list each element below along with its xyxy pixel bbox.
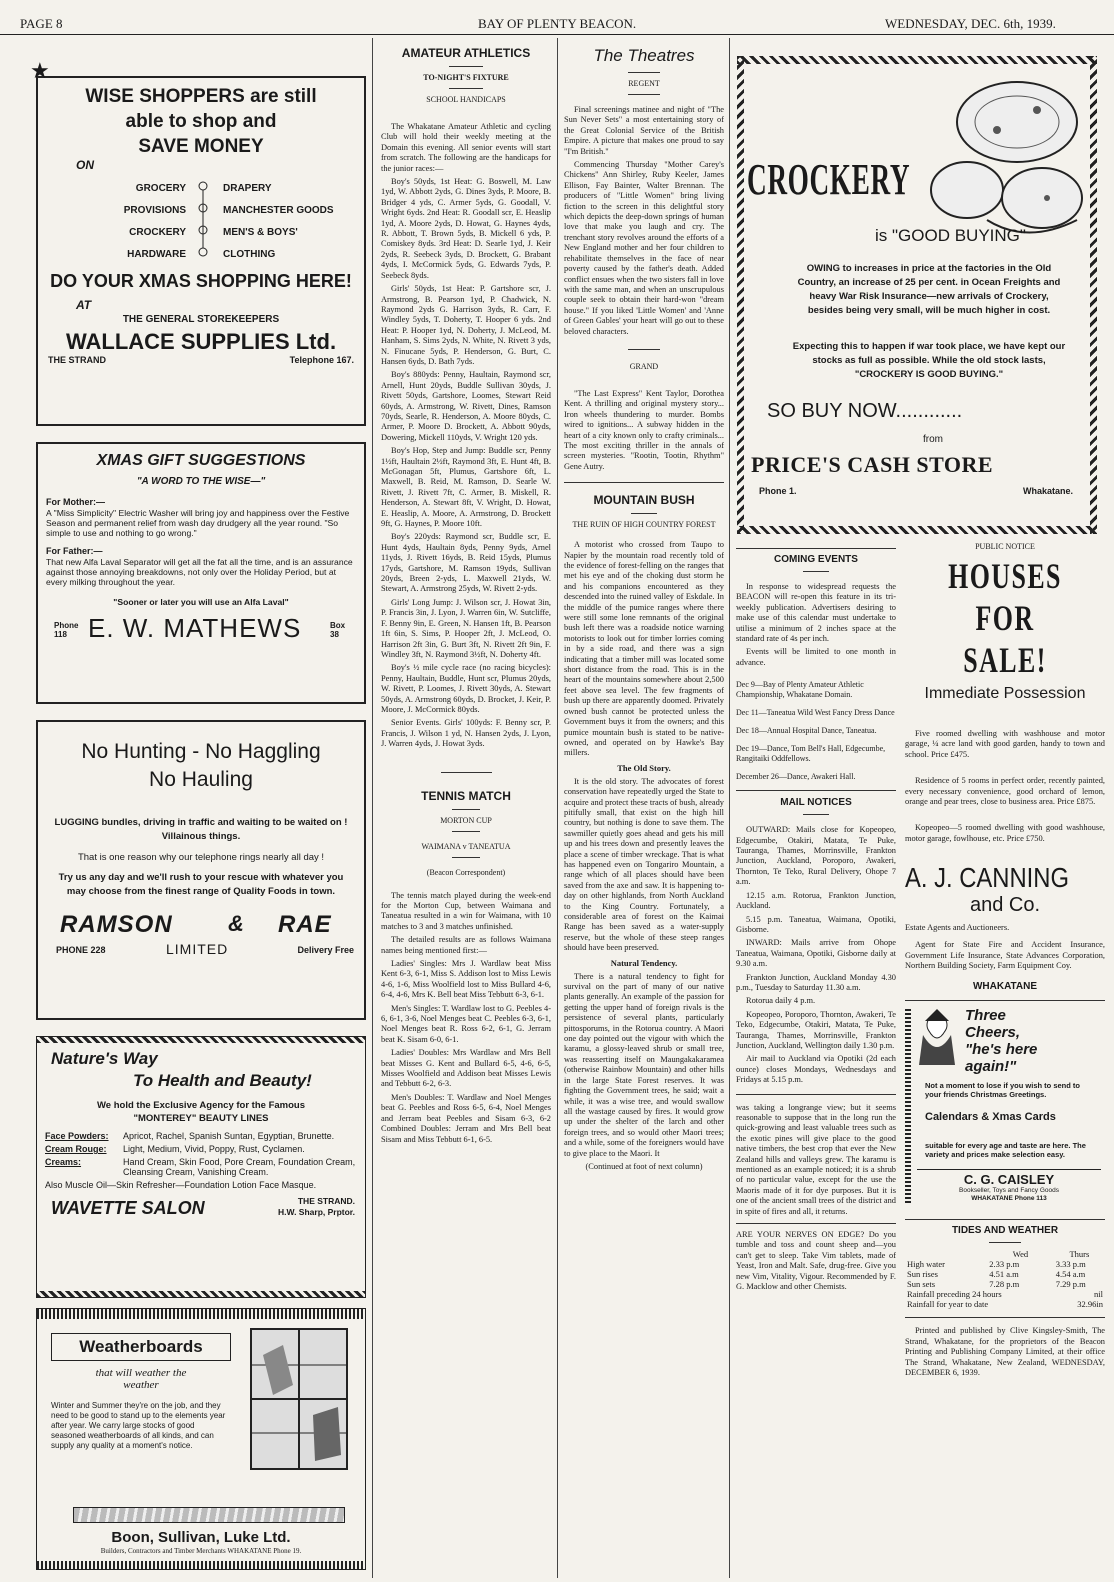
article-paragraph: Men's Singles: T. Wardlaw lost to G. Peebles 4-6, 6-1, 3-6, Noel Menges beat C. Peebles 6-3, 6-1, Noel Menges beat R. Ross 6-2, 6-1, G. Jerram beat K. Sisam 6-0, 6-1. xyxy=(381,1003,551,1044)
table-cell: nil xyxy=(1094,1289,1103,1300)
event-item: Dec 9—Bay of Plenty Amateur Athletic Championship, Whakatane Domain. xyxy=(736,680,864,700)
business-name: Boon, Sullivan, Luke Ltd. xyxy=(111,1529,291,1546)
striped-border xyxy=(37,1561,365,1569)
ad-subheadline: "A WORD TO THE WISE—" xyxy=(136,476,266,487)
notice-paragraph: 5.15 p.m. Taneatua, Waimana, Opotiki, Gisborne. xyxy=(736,914,896,934)
caisley-headline xyxy=(965,1007,1037,1075)
event-item: Dec 11—Taneatua Wild West Fancy Dress Dance xyxy=(736,708,895,718)
imprint: Printed and published by Clive Kingsley-Smith, The Strand, Whakatane, for the proprietors of the Beacon Printing and Publishing Company Limited, at their office The Strand, Whakatane, New Zealand, WEDNESDAY, DECEMBER 6, 1939. xyxy=(905,1326,1105,1378)
ad-paragraph: That is one reason why our telephone rings nearly all day ! xyxy=(77,852,325,863)
ad-headline: Nature's Way xyxy=(51,1049,158,1068)
chain-ornament-icon xyxy=(198,180,208,260)
product-item: PROVISIONS xyxy=(123,205,186,216)
ad-at-label: AT xyxy=(76,298,92,312)
ad-headline: To Health and Beauty! xyxy=(133,1071,312,1090)
product-item: HARDWARE xyxy=(127,249,186,260)
product-item: GROCERY xyxy=(135,183,186,194)
ad-headline: HOUSES xyxy=(948,556,1062,596)
business-name: WAVETTE SALON xyxy=(51,1198,205,1218)
ramson-rae-ad xyxy=(36,720,366,1020)
article-headline: TENNIS MATCH xyxy=(421,788,511,803)
theatre-name: GRAND xyxy=(629,361,659,371)
event-item: Dec 18—Annual Hospital Dance, Taneatua. xyxy=(736,726,877,736)
product-item: DRAPERY xyxy=(223,183,272,194)
section-heading: The Old Story. xyxy=(617,762,671,773)
advertisement-text: ARE YOUR NERVES ON EDGE? Do you tumble and toss and count sheep and—you can't get to sleep. Take Vim tablets, made of Yeast, Iron and Malt. Safe, drug-free. Give you new Vim, Vitality, Vigour. Recommended by F. G. Macklow and other Chemists. xyxy=(736,1230,896,1292)
product-shades: Hand Cream, Skin Food, Pore Cream, Foundation Cream, Cleansing Cream, Vanishing Cream. xyxy=(123,1157,356,1177)
business-details: Agent for State Fire and Accident Insurance, Government Life Insurance, State Advances Corporation, Northern Building Society, Farm Equipment Coy. xyxy=(905,940,1105,971)
product-item: CROCKERY xyxy=(129,227,186,238)
ad-paragraph: Expecting this to happen if war took place, we have kept our stocks as full as possible. While the old stock lasts, "CROCKERY IS GOOD BUYING." xyxy=(792,341,1066,380)
table-row xyxy=(905,1299,1105,1309)
business-name: E. W. MATHEWS xyxy=(88,613,302,643)
ad-subheadline: weather xyxy=(123,1379,159,1391)
striped-border xyxy=(37,1309,365,1319)
post-box: Box 38 xyxy=(330,621,346,639)
article-paragraph: Boy's 880yds: Penny, Haultain, Raymond scr, Arnell, Hunt 20yds, Buddle Sullivan 30yds, J. Rivett 50yds, Gartshore, Loomes, Stewart Reid 60yds, A. Armstrong, W. Rivett, Dines, Ramson 70yds, Searle, R. Henderson, A. Moore 80yds, C. Armer, P. Moore D. Brockett, A. Abbott 90yds, Dowering, Mickell 110yds, V. Wright 120 yds. xyxy=(381,370,551,442)
article-paragraph: Girls' 50yds, 1st Heat: P. Gartshore scr, J. Armstrong, B. Pearson 1yd, P. Chadwick, N. Raymond 2yds G. Harrison 3yds, R. Carr, F. Windley 5yds, T. Doherty, T. Hooper 6 yds. 2nd Heat: P. Hooper 1yd, N. Doherty, J. McLeod, M. Hanham, S. Sims 2yds, N. White, N. Rivett 3 yds, N. Finucane 5yds, P. Henderson, G. Burt, C. Hansen 6yds, D. Bath 7yds. xyxy=(381,284,551,366)
column-header: Thurs xyxy=(1069,1249,1090,1260)
table-cell: 7.29 p.m xyxy=(1055,1279,1086,1290)
notice-paragraph: INWARD: Mails arrive from Ohope Taneatua, Waimana, Opotiki, Gisborne daily at 9.30 a.m. xyxy=(736,938,896,969)
product-list-right xyxy=(223,178,334,266)
ad-subheadline: is "GOOD BUYING" xyxy=(875,226,1026,245)
row-label: Rainfall for year to date xyxy=(907,1299,989,1310)
article-paragraph: There is a natural tendency to fight for survival on the part of many of our native plants generally. An example of the passion for getting the upper hand of foreign rivals is the persistence of several plants, particularly pittosporums, in the Rotorua country. A Maori one day pointed out the vigour with which the karamu, a glossy-leaved shrub or small tree, was reasserting itself on Maungakakaramea (otherwise Rainbow Mountain) and other hills in the large State Forest reserves. It was fighting the Government trees, he said; wait a while, it was a wise tree, and would swallow all the wastage caused by fires. It would grow up under the shelter of the larch and other foreign trees, and so would other Maori trees; and a while, some of the foreigners would have to give place to the Maori. It xyxy=(564,971,724,1158)
article-paragraph: Senior Events. Girls' 100yds: F. Benny scr, P. Francis, J. Wilson 1 yd, N. Hansen 2yds, J. Lyon, J. Warren 4yds, J. Howat 3yds. xyxy=(381,718,551,749)
zigzag-border xyxy=(737,56,744,534)
athletics-article xyxy=(381,46,551,1576)
business-name: RAMSON xyxy=(60,911,173,938)
telephone: Phone 118 xyxy=(54,621,79,639)
page-number: PAGE 8 xyxy=(20,16,63,31)
notice-paragraph: Kopeopeo, Poroporo, Thornton, Awakeri, Te Teko, Edgecumbe, Otakiri, Matata, Te Puke, Tauranga, Thames, Morrinsville, Frankton Junction, Auckland, Wellington daily 1.30 p.m. xyxy=(736,1009,896,1050)
town-label: WHAKATANE xyxy=(972,981,1038,993)
limited-label: LIMITED xyxy=(166,941,229,957)
ad-paragraph: That new Alfa Laval Separator will get all the fat all the time, and is an assurance against those annoying breakdowns, not only over the Holiday Period, but at every milking throughout the year. xyxy=(46,557,353,587)
table-row xyxy=(905,1269,1105,1279)
address: THE STRAND. xyxy=(297,1196,355,1206)
article-subheadline: THE RUIN OF HIGH COUNTRY FOREST xyxy=(572,520,716,530)
section-heading: For Father:— xyxy=(46,546,103,556)
ad-headline: CROCKERY xyxy=(747,155,911,204)
notice-paragraph: Frankton Junction, Auckland Monday 4.30 p.m., Tuesday to Saturday 11.30 a.m. xyxy=(736,972,896,992)
ad-subheadline: that will weather the xyxy=(95,1367,187,1379)
continuation-note: (Continued at foot of next column) xyxy=(585,1161,703,1171)
business-name: WALLACE SUPPLIES Ltd. xyxy=(65,329,337,354)
tides-table xyxy=(905,1249,1105,1309)
ad-headline: Weatherboards xyxy=(51,1333,231,1361)
caisley-ad xyxy=(905,1000,1105,1211)
notice-paragraph: Rotorua daily 4 p.m. xyxy=(746,996,816,1006)
article-paragraph: Girls' Long Jump: J. Wilson scr, J. Howat 3in, P. Francis 3in, J. Lyon, J. Warren 6in, W. Sutcliffe, F. Benny 9in, E. Green, N. Hansen 1ft, B. Pearson 1ft 6in, S. Sims, P. Hooper 2ft, J. McLeod, O. Harrison 2ft 3in, G. Burt 3ft, N. Rivett 2ft 9in, F. Windley 3ft, N. Raymond 3½ft, N. Doherty 4ft. xyxy=(381,597,551,659)
paper-title: BAY OF PLENTY BEACON. xyxy=(478,16,637,31)
wallace-supplies-ad xyxy=(36,76,366,426)
article-paragraph: Boy's 220yds: Raymond scr, Buddle scr, E. Hunt 4yds, Haultain 8yds, Penny 9yds, Arnel 11yds, J. Rivett 16yds, B. Reid 15yds, Plumus 17yds, Gartshore, M. Ramson 19yds, Sullivan 20yds, Breen 2-yds, L. Maxwell 21yds, W. Stewart, A. Armstrong 25yds, W. Rivett 2-yds. xyxy=(381,532,551,594)
article-headline: The Theatres xyxy=(593,46,695,65)
ad-headline: WISE SHOPPERS are still xyxy=(85,86,317,107)
mathews-ad xyxy=(36,442,366,704)
table-cell: 7.28 p.m xyxy=(989,1279,1020,1290)
zigzag-border xyxy=(37,1037,365,1043)
ad-headline: again!" xyxy=(965,1058,1017,1076)
from-label: from xyxy=(923,434,943,445)
table-row xyxy=(905,1289,1105,1299)
product-item: CLOTHING xyxy=(223,249,276,260)
notice-paragraph: 12.15 a.m. Rotorua, Frankton Junction, Auckland. xyxy=(736,890,896,911)
article-paragraph: Ladies' Doubles: Mrs Wardlaw and Mrs Bell beat Misses G. Kent and Bullard 6-5, 4-6, 6-5, Misses Woolfield and Addison beat Misses Lewis and Tebbutt 6-2, 6-3. xyxy=(381,1048,551,1089)
events-list xyxy=(736,680,896,782)
issue-date: WEDNESDAY, DEC. 6th, 1939. xyxy=(885,16,1056,31)
storekeepers-label: THE GENERAL STOREKEEPERS xyxy=(122,314,280,325)
product-shades: Apricot, Rachel, Spanish Suntan, Egyptian, Brunette. xyxy=(123,1131,335,1141)
notice-paragraph: Events will be limited to one month in advance. xyxy=(736,647,896,667)
town-label: Whakatane. xyxy=(1022,486,1073,496)
proprietor: H.W. Sharp, Prptor. xyxy=(278,1207,355,1217)
striped-border xyxy=(905,1009,911,1203)
article-paragraph: Boy's Hop, Step and Jump: Buddle scr, Penny 1½ft, Haultain 2½ft, Raymond 3ft, E. Hunt 4ft, B. McGonagan 5ft, Plumus, Gartshore 6ft, L. Maxwell, B. Reid, M. Ramson, D. Searle W. Rivett, J. Rivett 7ft, C. Armer, B. Miskell, R. Henderson, A. Stewart 8ft, V. Wright, D. Howat, E. Heaslip, A. Moore, A. Armstrong, D. Brockett 9ft, G. Haynes, P. Moore 10ft. xyxy=(381,446,551,529)
business-details: WHAKATANE Phone 113 xyxy=(971,1195,1047,1203)
column-divider xyxy=(372,38,373,1578)
article-paragraph: A motorist who crossed from Taupo to Napier by the mountain road recently told of the evidence of forest-felling on the ranges that met his eye and of the choking dust storm he and his companions encountered as they descended into the ruined valley of Eskdale. In the middle of the pumice ranges where there were still some lone remnants of the original bush left there was a roadside notice warning motorists to look out for timber lorries coming in by a side road, and there was a sign indicating that a timber mill was located some short distance from the road. This is in the heart of the mountains somewhere about 2,500 feet above sea level. The few fragments of bush up there are apparently doomed. Privately owned bush cannot be protected unless the Government buys it from the owners; and this pumice mountain bush is stated to be native-owned, and operated on by Hawke's Bay millers. xyxy=(564,540,724,758)
xmas-headline: DO YOUR XMAS SHOPPING HERE! xyxy=(50,271,352,291)
column-divider xyxy=(729,38,730,1578)
ad-on-label: ON xyxy=(76,158,94,172)
business-name: A. J. CANNING xyxy=(905,862,1069,894)
business-name: RAE xyxy=(278,911,332,938)
table-cell: 4.51 a.m xyxy=(989,1269,1019,1280)
crockery-ad xyxy=(737,56,1097,534)
telephone: PHONE 228 xyxy=(56,945,106,955)
section-headline: TIDES AND WEATHER xyxy=(951,1225,1059,1237)
table-cell: 32.96in xyxy=(1077,1299,1103,1310)
product-item: MEN'S & BOYS' xyxy=(223,227,298,238)
theatres-column xyxy=(564,46,724,1576)
business-name: PRICE'S CASH STORE xyxy=(751,452,994,477)
ad-headline: "he's here xyxy=(965,1041,1038,1059)
product-category: Cream Rouge: xyxy=(45,1144,107,1154)
table-cell: 4.54 a.m xyxy=(1055,1269,1086,1280)
article-paragraph: It is the old story. The advocates of forest conservation have repeatedly urged the State to acquire and protect these tracts of bush, already pitifully small, that exist on the high hill country, but nothing is done to save them. The sawmiller quietly goes ahead and gets his mill up and his trees down and presently leaves the place a scene of timber wreckage. That is what has happened even on Tongariro Mountain, a range which of all places should have been saved from the axe and saw. It is happening to-day on other highlands, from North Auckland to the King Country. Fortunately, a considerable area of forest on the Kaimai Range has been saved as a water-supply reserve, but the whole of these steep ranges should have been preserved. xyxy=(564,776,724,953)
zigzag-border xyxy=(737,56,1097,64)
table-cell: 3.33 p.m xyxy=(1055,1259,1086,1270)
ad-headline: XMAS GIFT SUGGESTIONS xyxy=(96,452,306,469)
column-header: Wed xyxy=(1012,1249,1029,1260)
article-subheadline: TO-NIGHT'S FIXTURE xyxy=(423,73,509,82)
article-headline: AMATEUR ATHLETICS xyxy=(401,46,531,60)
article-paragraph: Men's Doubles: T. Wardlaw and Noel Menges beat G. Peebles and Ross 6-5, 6-4, Noel Menges and Jerram beat Peebles and Sisam 6-3, 6-2 Combined Doubles: Jerram and Mrs Bell beat Sisam and Miss Tebbutt 6-1, 6-5. xyxy=(381,1092,551,1144)
table-cell: 2.33 p.m xyxy=(989,1259,1020,1270)
notice-paragraph: Air mail to Auckland via Opotiki (2d each ounce) closes Mondays, Wednesdays and Fridays at 5.15 p.m. xyxy=(736,1054,896,1085)
address: THE STRAND xyxy=(48,355,106,365)
ad-paragraph: Try us any day and we'll rush to your rescue with whatever you may choose from the finest range of Quality Foods in town. xyxy=(58,872,344,897)
ad-paragraph: Not a moment to lose if you wish to send to your friends Christmas Greetings. xyxy=(925,1081,1081,1100)
listing-paragraph: Five roomed dwelling with washhouse and motor garage, ¼ acre land with good garden, handy to town and school. Price £475. xyxy=(905,729,1105,759)
slogan: "Sooner or later you will use an Alfa Laval" xyxy=(113,597,289,607)
section-headline: PUBLIC NOTICE xyxy=(975,542,1035,551)
father-christmas-icon xyxy=(915,1009,959,1067)
ad-paragraph: We hold the Exclusive Agency for the Famous "MONTEREY" BEAUTY LINES xyxy=(97,1100,305,1124)
article-subheadline: WAIMANA v TANEATUA xyxy=(421,841,511,851)
article-paragraph: The tennis match played during the week-end for the Morton Cup, between Waimana and Taneatua resulted in a win for Waimana, with 10 matches to 3 and 3 matches unfinished. xyxy=(381,890,551,931)
window-illustration xyxy=(243,1325,355,1475)
zigzag-border xyxy=(37,1291,365,1297)
listing-paragraph: Residence of 5 rooms in perfect order, recently painted, every necessary convenience, good orchard of lemon, orange and pear trees, close to business area. Price £875. xyxy=(905,776,1105,807)
article-paragraph: The detailed results are as follows Waimana names being mentioned first:— xyxy=(381,935,551,955)
article-paragraph: Commencing Thursday "Mother Carey's Chickens" Ann Shirley, Ruby Keeler, James Ellison, Fay Bainter, Walter Brennan. The producers of "Little Women" bring living fiction to the screen in this delightful story which depicts the deep-down springs of human love that make you laugh and cry. The trenchant story revolves around the efforts of a New England mother and her four children to rehabilitate themselves in the face of near poverty caused by the father's death. Added conflict ensues when the two sisters fall in love with the same man, and when an unscrupulous couple seek to obtain their hard-won "dream house." If you liked 'Little Women' and 'Anne of Green Gables' your heart will go out to these beloved characters. xyxy=(564,160,724,336)
ad-paragraph: OWING to increases in price at the factories in the Old Country, an increase of 25 per cent. in Ocean Freights and heavy War Risk Insurance—new arrivals of Crockery, besides being very small, will be much higher in cost. xyxy=(797,263,1061,316)
article-headline: MOUNTAIN BUSH xyxy=(593,493,695,508)
ad-headline: No Hauling xyxy=(149,768,253,791)
business-name: C. G. CAISLEY xyxy=(917,1169,1101,1187)
notice-paragraph: OUTWARD: Mails close for Kopeopeo, Edgecumbe, Otakiri, Matata, Te Puke, Tauranga, Thames, Morrinsville, Frankton Junction, Auckland, Poroporo, Awakeri, Thornton, Te Teko, Rural Delivery, Ohope 7 a.m. xyxy=(736,825,896,887)
product-category: Creams: xyxy=(45,1157,82,1167)
ad-headline: Cheers, xyxy=(965,1024,1021,1042)
product-extra: Also Muscle Oil—Skin Refresher—Foundation Lotion Face Masque. xyxy=(45,1180,317,1190)
zigzag-border xyxy=(737,526,1097,534)
table-header-row xyxy=(905,1249,1105,1259)
business-name: and Co. xyxy=(969,894,1041,917)
product-table xyxy=(45,1131,357,1190)
zigzag-border xyxy=(1090,56,1097,534)
ad-headline: FOR SALE! xyxy=(963,598,1047,680)
listing-paragraph: Kopeopeo—5 roomed dwelling with good washhouse, motor garage, fowlhouse, etc. Price £750. xyxy=(905,823,1105,843)
section-heading: For Mother:— xyxy=(46,497,105,507)
business-details: Builders, Contractors and Timber Merchants WHAKATANE Phone 19. xyxy=(100,1547,302,1555)
table-row xyxy=(905,1259,1105,1269)
ampersand: & xyxy=(228,911,244,936)
table-row xyxy=(905,1279,1105,1289)
article-paragraph: Ladies' Singles: Mrs J. Wardlaw beat Miss Kent 6-3, 6-1, Miss S. Addison lost to Miss Lewis 4-6, 1-6, Miss Woolfield lost to Miss Bullard 4-6, 6-4, 4-6, Mrs K. Bell beat Miss Tebbutt 6-3, 6-1. xyxy=(381,959,551,1000)
section-headline: MAIL NOTICES xyxy=(780,797,852,809)
wavette-salon-ad xyxy=(36,1036,366,1298)
event-item: Dec 19—Dance, Tom Bell's Hall, Edgecumbe, Rangitaiki Oddfellows. xyxy=(736,744,886,764)
product-shades: Light, Medium, Vivid, Poppy, Rust, Cyclamen. xyxy=(123,1144,305,1154)
article-paragraph: Boy's 50yds, 1st Heat: G. Boswell, M. Law 1yd, W. Abbott 2yds, G. Dines 3yds, P. Moore, B. Bridger 4 yds, C. Armer 5yds, G. Goodall, V. Wright 6yds. 2nd Heat: R. Goodall scr, E. Heaslip 1yd, A. Moore 2yds, D. Howat, G. Haynes 4yds, R. Abbott, T. Brown 5yds, B. Mickell 6 yds, P. Comiskey 8yds. 3rd Heat: D. Searle 1yd, J. Keir 2yds, R. Seebeck 3yds, D. Brockett, G. Brabant 4yds, I. McCormick 5yds, G. Edwards 7yds, P. Seebeck 8yds. xyxy=(381,177,551,280)
ad-paragraph: LUGGING bundles, driving in traffic and waiting to be waited on ! Villainous things. xyxy=(54,817,348,842)
page-header xyxy=(0,0,1114,35)
article-subheadline: MORTON CUP xyxy=(440,815,492,825)
article-continuation: was taking a longrange view; but it seems reasonable to suppose that in the long run the quick-growing and least valuable trees such as the exotic pines will give place to the good native timbers, the best crop that ever the New Zealand hills and valleys grew. The karamu is mentioned as an example noticed; it is a shrub of no particular value, except for the use the Maoris made of it for dye purposes. But it is one of the ancient small trees of the district and in spite of fires and all, it returns. xyxy=(736,1102,896,1216)
weatherboard-illustration xyxy=(73,1507,345,1523)
notices-column xyxy=(736,548,896,1578)
star-icon: ★ xyxy=(30,58,50,83)
theatre-name: REGENT xyxy=(628,79,660,88)
product-item: MANCHESTER GOODS xyxy=(223,205,334,216)
ad-headline: No Hunting - No Haggling xyxy=(81,740,321,763)
article-paragraph: Boy's ½ mile cycle race (no racing bicycles): Penny, Haultain, Buddle, Hunt scr, Plumus 20yds, W. Rivett, P. Loomes, J. Rivett 30yds, A. Stewart 50yds, A. Armstrong 60yds, D. Brocket, J. Keir, P. Moore, J. McCormick 80yds. xyxy=(381,663,551,714)
ad-paragraph: A "Miss Simplicity" Electric Washer will bring joy and happiness over the Festive Season and permanent relief from wash day drudgery all the year round. "So simple to use and nothing to go wrong." xyxy=(46,508,350,538)
ad-subheadline: Immediate Possession xyxy=(924,685,1086,702)
notice-paragraph: In response to widespread requests the BEACON will re-open this feature in its tri-weekly publication. Advertisers desiring to make use of this calendar must undertake to utilise a minimum of 2 inches space at the standard rate of 4s per inch. xyxy=(736,582,896,644)
article-subheadline: SCHOOL HANDICAPS xyxy=(426,95,506,104)
delivery-label: Delivery Free xyxy=(297,945,354,955)
row-label: Sun sets xyxy=(907,1279,936,1290)
row-label: High water xyxy=(907,1259,946,1270)
ad-headline: able to shop and xyxy=(125,111,277,132)
business-details: Estate Agents and Auctioneers. xyxy=(905,923,1010,933)
public-notice-column xyxy=(905,540,1105,1578)
product-list-left xyxy=(100,178,186,266)
business-details: Bookseller, Toys and Fancy Goods xyxy=(959,1187,1059,1195)
article-paragraph: Final screenings matinee and night of "The Sun Never Sets" a most entertaining story of the Great Colonial Service of the British Empire. A picture that makes one proud to say "I'm British." xyxy=(564,105,724,156)
row-label: Sun rises xyxy=(907,1269,938,1280)
crockery-illustration xyxy=(927,70,1087,250)
ad-headline: Three xyxy=(965,1007,1006,1025)
ad-headline: Calendars & Xmas Cards xyxy=(925,1111,1056,1124)
telephone: Telephone 167. xyxy=(289,355,354,365)
article-paragraph: The Whakatane Amateur Athletic and cycling Club will hold their weekly meeting at the Domain this evening. All senior events will start from scratch. The following are the handicaps for the junior races:— xyxy=(381,122,551,173)
article-paragraph: "The Last Express" Kent Taylor, Dorothea Kent. A thrilling and original mystery story... Iron wheels thundering to murder. Bombs wired to ignitions... A subway hidden in the heart of a city known only to crafty criminals... The most exciting thriller in the annals of screen mysteries. "Rootin, Tootin, Rhythm" Gene Autry. xyxy=(564,388,724,471)
boon-sullivan-ad xyxy=(36,1308,366,1570)
event-item: December 26—Dance, Awakeri Hall. xyxy=(736,772,856,782)
ad-headline: SAVE MONEY xyxy=(138,136,264,157)
telephone: Phone 1. xyxy=(759,486,797,496)
product-category: Face Powders: xyxy=(45,1131,109,1141)
section-headline: COMING EVENTS xyxy=(774,554,858,565)
call-to-action: SO BUY NOW............ xyxy=(767,400,963,422)
byline: (Beacon Correspondent) xyxy=(426,867,506,877)
ad-paragraph: suitable for every age and taste are here. The variety and prices make selection easy. xyxy=(925,1141,1086,1160)
section-heading: Natural Tendency. xyxy=(610,957,678,968)
row-label: Rainfall preceding 24 hours xyxy=(907,1289,1002,1300)
ad-paragraph: Winter and Summer they're on the job, and they need to be good to stand up to the elements year after year. We carry large stocks of good seasoned weatherboards of all kinds, and can supply any quality at a moment's notice. xyxy=(51,1401,226,1450)
column-divider xyxy=(557,38,558,1578)
